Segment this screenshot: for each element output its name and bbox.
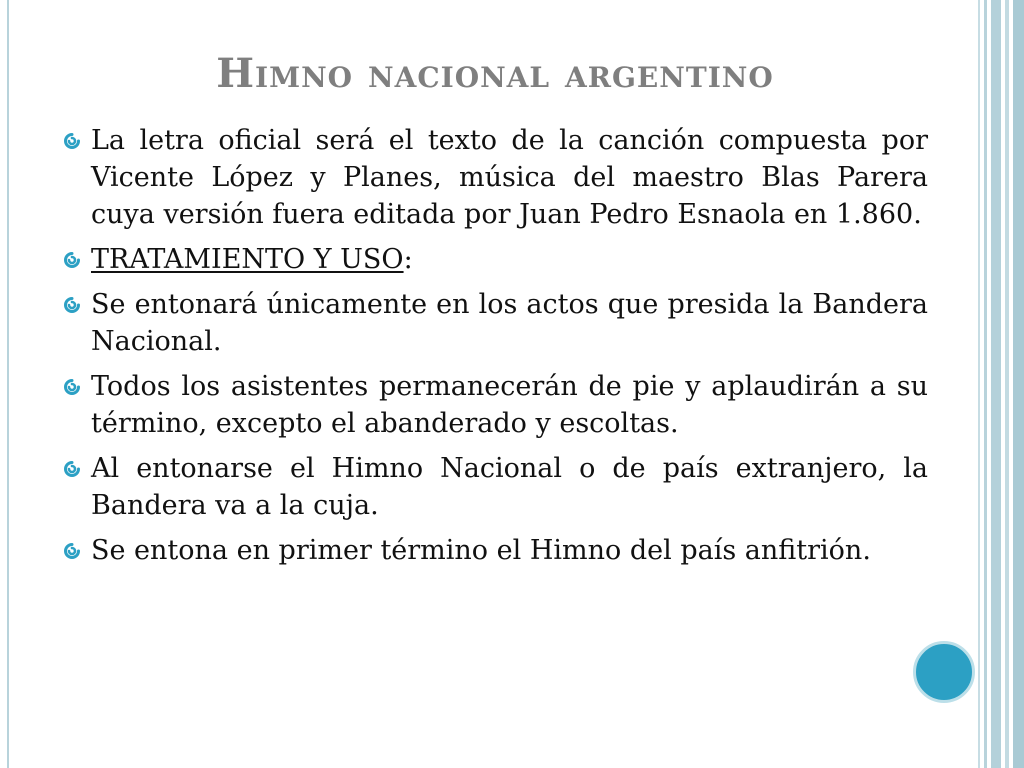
stripe xyxy=(984,0,987,768)
swirl-bullet-icon xyxy=(62,542,82,560)
right-decorative-stripes xyxy=(978,0,1024,768)
stripe xyxy=(1013,0,1024,768)
bullet-item xyxy=(62,286,928,360)
bullet-list xyxy=(62,122,928,569)
bullet-text: La letra oficial será el texto de la canción compuesta por Vicente López y Planes, música del maestro Blas Parera cuya versión fuera editada por Juan Pedro Esnaola en 1.860. xyxy=(91,125,928,230)
bullet-text: Se entonará únicamente en los actos que presida la Bandera Nacional. xyxy=(91,289,928,357)
bullet-text: Todos los asistentes permanecerán de pie y aplaudirán a su término, excepto el abanderado y escoltas. xyxy=(91,371,928,439)
bullet-text: Se entona en primer término el Himno del país anfitrión. xyxy=(91,535,871,566)
bullet-text: Al entonarse el Himno Nacional o de país extranjero, la Bandera va a la cuja. xyxy=(91,453,928,521)
swirl-bullet-icon xyxy=(62,460,82,478)
bullet-item xyxy=(62,122,928,233)
swirl-bullet-icon xyxy=(62,132,82,150)
bullet-item xyxy=(62,450,928,524)
slide-title: Himno nacional argentino xyxy=(216,50,774,97)
section-heading-underlined: TRATAMIENTO Y USO xyxy=(91,244,404,275)
swirl-bullet-icon xyxy=(62,378,82,396)
section-heading-suffix: : xyxy=(403,244,413,275)
bullet-item xyxy=(62,368,928,442)
bullet-item xyxy=(62,241,928,278)
swirl-bullet-icon xyxy=(62,296,82,314)
stripe xyxy=(991,0,1001,768)
left-border-line xyxy=(7,0,9,768)
blue-circle-decoration xyxy=(913,641,975,703)
slide-body xyxy=(62,122,928,577)
swirl-bullet-icon xyxy=(62,251,82,269)
stripe xyxy=(978,0,980,768)
stripe xyxy=(1005,0,1009,768)
bullet-item xyxy=(62,532,928,569)
